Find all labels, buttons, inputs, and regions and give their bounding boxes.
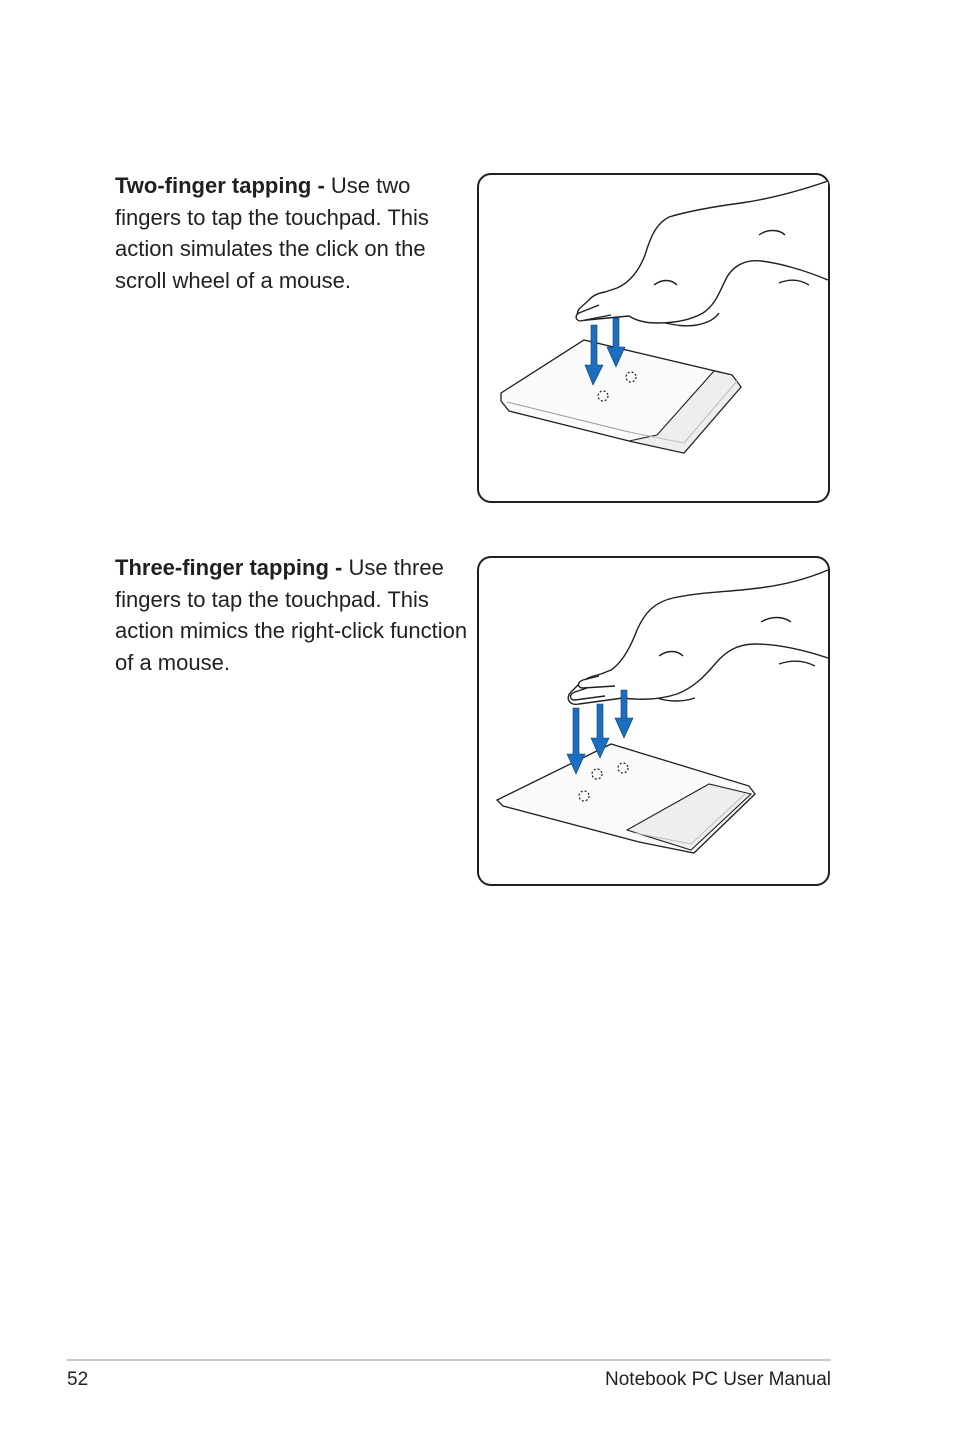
three-finger-tapping-heading: Three-finger tapping -	[115, 555, 343, 580]
three-finger-tapping-body: Use three fingers to tap the touchpad. This action mimics the right-click function of a mouse.	[115, 555, 468, 675]
manual-title: Notebook PC User Manual	[605, 1369, 831, 1390]
hand-icon	[576, 181, 828, 326]
touchpad-icon	[501, 340, 741, 453]
three-finger-tapping-description	[115, 552, 475, 678]
page-number: 52	[67, 1369, 89, 1390]
three-finger-tap-figure	[477, 556, 830, 886]
two-finger-tapping-description	[115, 170, 475, 296]
two-finger-tapping-body: Use two fingers to tap the touchpad. This action simulates the click on the scroll wheel of a mouse.	[115, 173, 429, 293]
footer-rule	[67, 1359, 831, 1361]
hand-icon	[568, 570, 828, 704]
two-finger-tap-illustration	[479, 175, 828, 501]
two-finger-tap-figure	[477, 173, 830, 503]
three-finger-tap-illustration	[479, 558, 828, 884]
two-finger-tapping-heading: Two-finger tapping -	[115, 173, 325, 198]
touchpad-icon	[497, 744, 755, 853]
